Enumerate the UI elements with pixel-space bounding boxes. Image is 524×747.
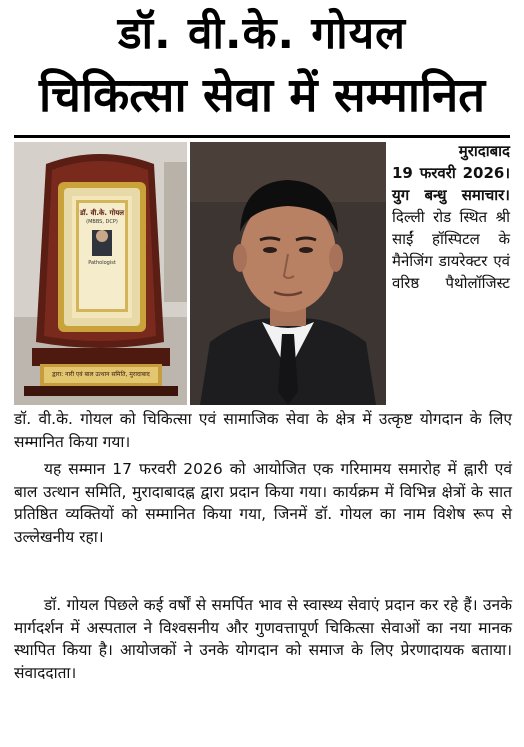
paragraph-lead: डॉ. वी.के. गोयल को चिकित्सा एवं सामाजिक सेवा के क्षेत्र में उत्कृष्ट योगदान के लिए सम्मानित किया गया। (14, 410, 512, 451)
paragraph-event: यह सम्मान 17 फरवरी 2026 को आयोजित एक गरिमामय समारोह में ह्नारी एवं बाल उत्थान समिति, मुरादाबादह्न द्वारा प्रदान किया गया। कार्यक्रम में विभिन्न क्षेत्रों के सात प्रतिष्ठित व्यक्तियों को सम्मानित किया गया, जिनमें डॉ. गोयल का नाम विशेष रूप से उल्लेखनीय रहा। (14, 460, 512, 546)
headline-divider (14, 135, 510, 138)
side-column (392, 140, 510, 294)
trophy-base-text: द्वारा: नारी एवं बाल उत्थान समिति, मुरादाबाद (52, 371, 150, 378)
headline-line-2: चिकित्सा सेवा में सम्मानित (38, 68, 486, 123)
headline-line-1: डॉ. वी.के. गोयल (118, 8, 406, 59)
dateline-place: मुरादाबाद (458, 142, 510, 160)
portrait-illustration (190, 142, 386, 405)
trophy-illustration (14, 142, 187, 405)
plaque-name: डॉ. वी.के. गोयल (79, 209, 125, 217)
dateline-date: 19 फरवरी 2026। (392, 164, 510, 182)
dateline-source: युग बन्धु समाचार। (392, 186, 510, 204)
trophy-photo (14, 142, 187, 405)
paragraph-service: डॉ. गोयल पिछले कई वर्षों से समर्पित भाव से स्वास्थ्य सेवाएं प्रदान कर रहे हैं। उनके मार्गदर्शन में अस्पताल ने विश्वसनीय और गुणवत्तापूर्ण चिकित्सा सेवाओं का नया मानक स्थापित किया है। आयोजकों ने उनके योगदान को समाज के लिए प्रेरणादायक बताया। संवाददाता। (14, 596, 512, 682)
portrait-photo (190, 142, 386, 405)
plaque-degree: (MBBS, DCP) (86, 219, 118, 225)
side-column-text: दिल्ली रोड स्थित श्री साईं हॉस्पिटल के मैनेजिंग डायरेक्टर एवं वरिष्ठ पैथोलॉजिस्ट (392, 208, 510, 292)
plaque-role: Pathologist (88, 260, 116, 266)
